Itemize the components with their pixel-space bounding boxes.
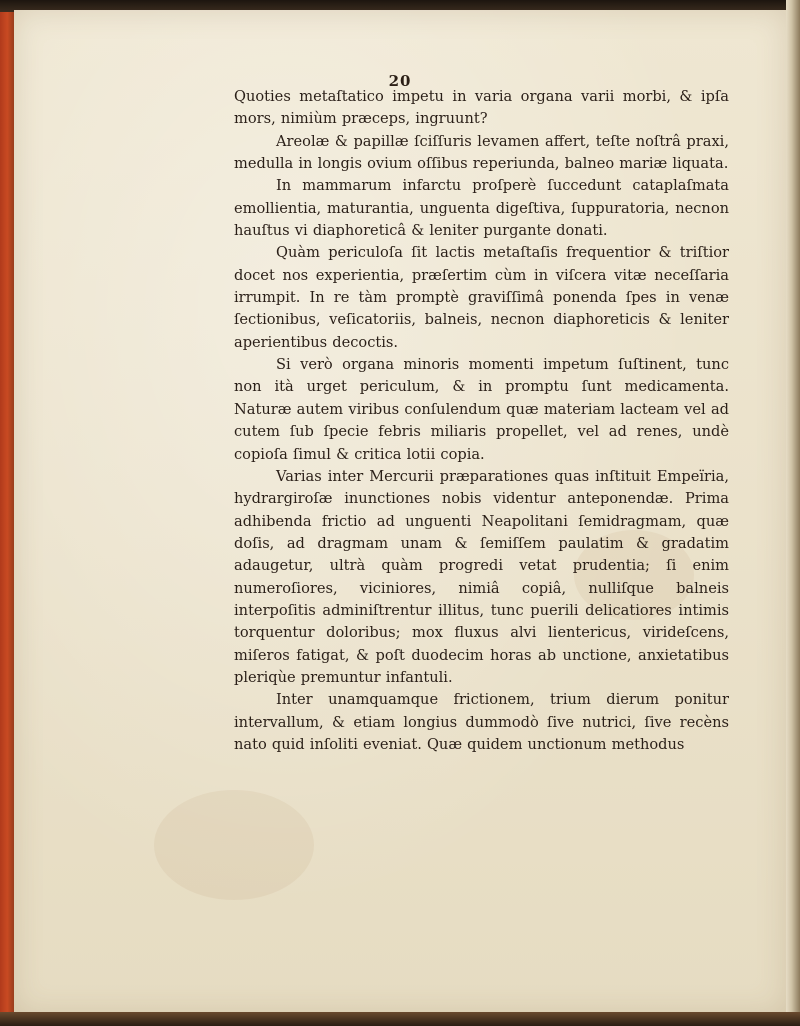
paragraph: In mammarum infarctu proſperè ſuccedunt cataplaſmata emollientia, maturantia, unguenta digeſtiva, ſuppuratoria, necnon hauſtus vi diaphoreticâ & leniter purgante donati. (234, 177, 729, 240)
paragraph: Inter unamquamque frictionem, trium dierum ponitur intervallum, & etiam longius dummodò ſive nutrici, ſive recèns nato quid inſoliti eveniat. Quæ quidem unctionum methodus (234, 691, 729, 753)
paragraph: Varias inter Mercurii præparationes quas inſtituit Empeïria, hydrargiroſæ inunctiones nobis videntur anteponendæ. Prima adhibenda frictio ad unguenti Neapolitani ſemidragmam, quæ doſis, ad dragmam unam & ſemiſſem paulatim & gradatim adaugetur, ultrà quàm progredi vetat prudentia; ſi enim numeroſiores, viciniores, nimiâ copiâ, nulliſque balneis interpoſitis adminiſtrentur illitus, tunc puerili delicatiores intimis torquentur doloribus; mox fluxus alvi lientericus, virideſcens, miſeros fatigat, & poſt duodecim horas ab unctione, anxietatibus pleriqùe premuntur infantuli. (234, 467, 729, 686)
paragraph: Areolæ & papillæ ſciſſuris levamen affert, teſte noſtrâ praxi, medulla in longis ovium oſſibus reperiunda, balneo mariæ liquata. (234, 132, 729, 173)
scan-border-bottom (0, 1012, 800, 1026)
book-page-edges-right (786, 0, 800, 1026)
body-text (234, 86, 729, 756)
paragraph: Quàm periculoſa ſit lactis metaſtaſis frequentior & triſtior docet nos experientia, præſertim cùm in viſcera vitæ neceſſaria irrumpit. In re tàm promptè graviſſimâ ponenda ſpes in venæ ſectionibus, veſicatoriis, balneis, necnon diaphoreticis & leniter aperientibus decoctis. (234, 244, 729, 351)
paragraph: Si verò organa minoris momenti impetum ſuſtinent, tunc non ità urget periculum, & in promptu ſunt medicamenta. Naturæ autem viribus conſulendum quæ materiam lacteam vel ad cutem ſub ſpecie febris miliaris propellet, vel ad renes, undè copioſa ſimul & critica lotii copia. (234, 356, 729, 463)
paper-stain (154, 790, 314, 900)
page-number: 20 (388, 72, 412, 90)
paragraph: Quoties metaſtatico impetu in varia organa varii morbi, & ipſa mors, nimiùm præceps, ingruunt? (234, 88, 729, 128)
paper-sheet (14, 10, 786, 1014)
